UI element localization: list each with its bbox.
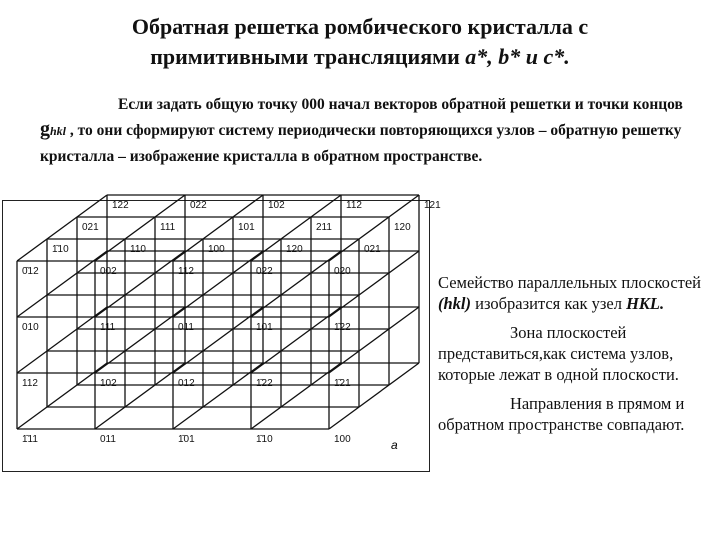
intro-part-1: Если задать общую точку 000 начал векторов обратной решетки и точки концов	[118, 96, 683, 113]
lattice-node-label: 120	[286, 244, 303, 255]
page-title	[40, 12, 680, 72]
lattice-node-label: 1̄11	[22, 434, 38, 445]
lattice-node-label: 100	[208, 244, 225, 255]
side-paragraph-2: Зона плоскостей представиться,как система узлов, которые лежат в одной плоскости.	[438, 323, 679, 384]
figure-caption-letter: a	[391, 438, 398, 452]
g-subscript: hkl	[50, 124, 67, 138]
lattice-node-label: 112	[22, 378, 38, 389]
lattice-node-label: 011	[100, 434, 116, 445]
lattice-node-label: 021	[364, 244, 381, 255]
lattice-drawing	[3, 200, 441, 471]
g-symbol: g	[40, 118, 50, 140]
lattice-node-label: 1̄01	[178, 434, 195, 445]
lattice-node-label: 0̄12	[22, 266, 39, 277]
lattice-node-label: 022	[256, 266, 273, 277]
lattice-node-label: 011	[178, 322, 194, 333]
lattice-node-label: 012	[178, 378, 195, 389]
lattice-node-label: 122	[112, 200, 129, 211]
lattice-node-label: 020	[334, 266, 351, 277]
lattice-node-label: 110	[130, 244, 146, 255]
side-notes	[438, 272, 714, 443]
lattice-node-label: 1̄21	[334, 378, 351, 389]
title-line-2-vars: a*, b* и c*.	[465, 44, 570, 69]
lattice-node-label: 101	[238, 222, 255, 233]
intro-part-2: , то они сформируют систему периодически повторяющихся узлов – обратную решетку кристалла – изображение кристалла в обратном пространстве.	[40, 122, 682, 165]
lattice-node-label: 010	[22, 322, 39, 333]
lattice-node-label: 021	[82, 222, 99, 233]
lattice-node-label: 112	[346, 200, 362, 211]
title-line-2	[40, 42, 680, 72]
lattice-node-label: 022	[190, 200, 207, 211]
lattice-node-label: 1̄22	[334, 322, 351, 333]
lattice-node-label: 1̄10	[256, 434, 273, 445]
lattice-node-label: 102	[100, 378, 117, 389]
title-line-2-prefix: примитивными трансляциями	[150, 44, 466, 69]
intro-paragraph	[40, 92, 700, 169]
lattice-node-label: 102	[268, 200, 285, 211]
lattice-node-label: 1̄22	[256, 378, 273, 389]
lattice-node-label: 101	[256, 322, 273, 333]
lattice-node-label: 120	[394, 222, 411, 233]
lattice-node-label: 121	[424, 200, 441, 211]
lattice-node-label: 100	[334, 434, 351, 445]
reciprocal-lattice-figure	[2, 200, 441, 472]
lattice-node-label: 111	[100, 322, 116, 333]
lattice-node-label: 112	[178, 266, 194, 277]
lattice-line-depth	[329, 363, 419, 429]
lattice-node-label: 111	[160, 222, 176, 233]
title-line-1: Обратная решетка ромбического кристалла с	[131, 14, 589, 39]
lattice-node-label: 002	[100, 266, 117, 277]
lattice-node-label: 1̄10	[52, 244, 69, 255]
side-paragraph-1: Семейство параллельных плоскостей (hkl) изобразится как узел HKL.	[438, 273, 702, 313]
side-paragraph-3: Направления в прямом и обратном пространстве совпадают.	[438, 394, 685, 434]
lattice-node-label: 211	[316, 222, 332, 233]
